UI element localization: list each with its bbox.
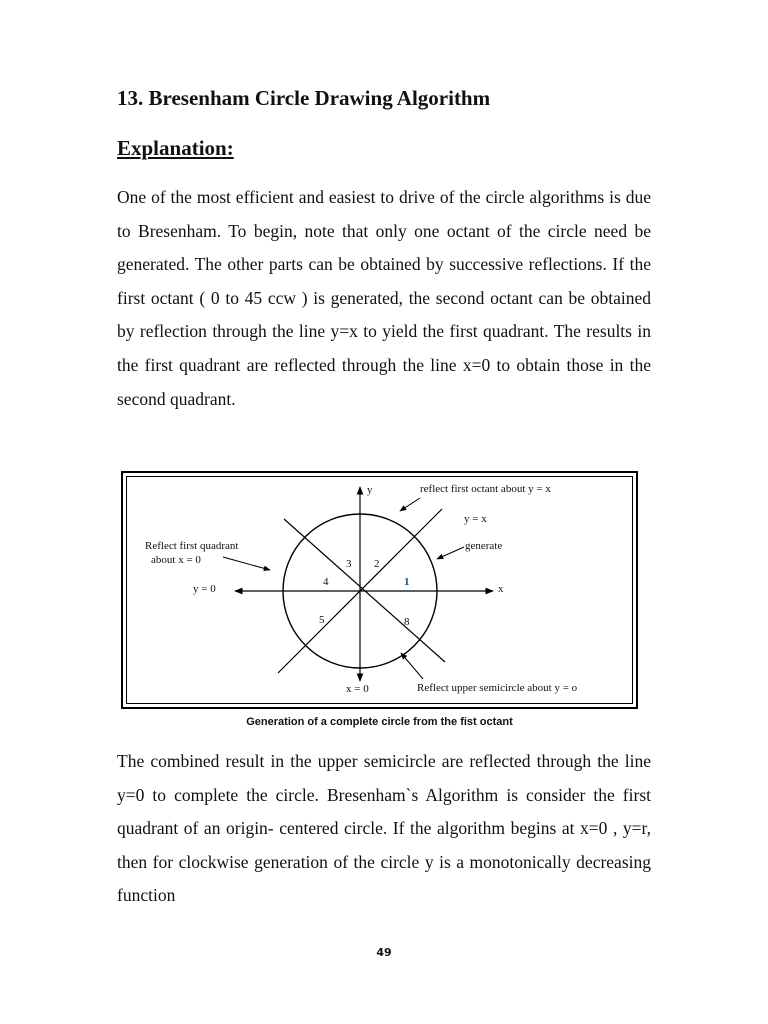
octant-4: 4 — [323, 576, 329, 588]
y-axis-label: y — [367, 484, 373, 496]
explanation-heading: Explanation: — [117, 136, 234, 160]
circle-figure — [121, 471, 638, 709]
y-eq-0-label: y = 0 — [193, 583, 216, 595]
x-axis-label: x — [498, 583, 504, 595]
octant-2: 2 — [374, 558, 380, 570]
generate-label: generate — [465, 540, 503, 552]
paragraph-semicircle: The combined result in the upper semicircle are reflected through the line y=0 to complete the circle. Bresenham`s Algorithm is consider the first quadrant of an origin- centered circle. If the algorithm begins at x=0 , y=r, then for clockwise generation of the circle y is a monotonically decreasing function — [117, 751, 651, 906]
figure-caption: Generation of a complete circle from the fist octant — [246, 716, 513, 728]
reflect-quadrant-label-2: about x = 0 — [151, 554, 201, 566]
arrow-reflect-octant — [400, 498, 420, 511]
octant-1: 1 — [404, 576, 410, 588]
x-eq-0-label: x = 0 — [346, 683, 369, 695]
reflect-octant-label: reflect first octant about y = x — [420, 483, 551, 495]
octant-3: 3 — [346, 558, 352, 570]
arrow-reflect-quadrant — [223, 557, 270, 570]
circle-diagram — [123, 473, 640, 711]
octant-8: 8 — [404, 616, 410, 628]
paragraph-intro: One of the most efficient and easiest to drive of the circle algorithms is due to Bresenham. To begin, note that only one octant of the circle need be generated. The other parts can be obtained by successive reflections. If the first octant ( 0 to 45 ccw ) is generated, the second octant can be obtained by reflection through the line y=x to yield the first quadrant. The results in the first quadrant are reflected through the line x=0 to obtain those in the second quadrant. — [117, 187, 651, 409]
arrow-generate — [437, 547, 464, 559]
octant-5: 5 — [319, 614, 325, 626]
reflect-quadrant-label-1: Reflect first quadrant — [145, 540, 239, 552]
y-eq-x-label: y = x — [464, 513, 487, 525]
arrow-reflect-semicircle — [401, 653, 423, 679]
section-title: 13. Bresenham Circle Drawing Algorithm — [117, 86, 491, 110]
reflect-semicircle-label: Reflect upper semicircle about y = o — [417, 682, 578, 694]
page-number: 49 — [376, 946, 392, 959]
